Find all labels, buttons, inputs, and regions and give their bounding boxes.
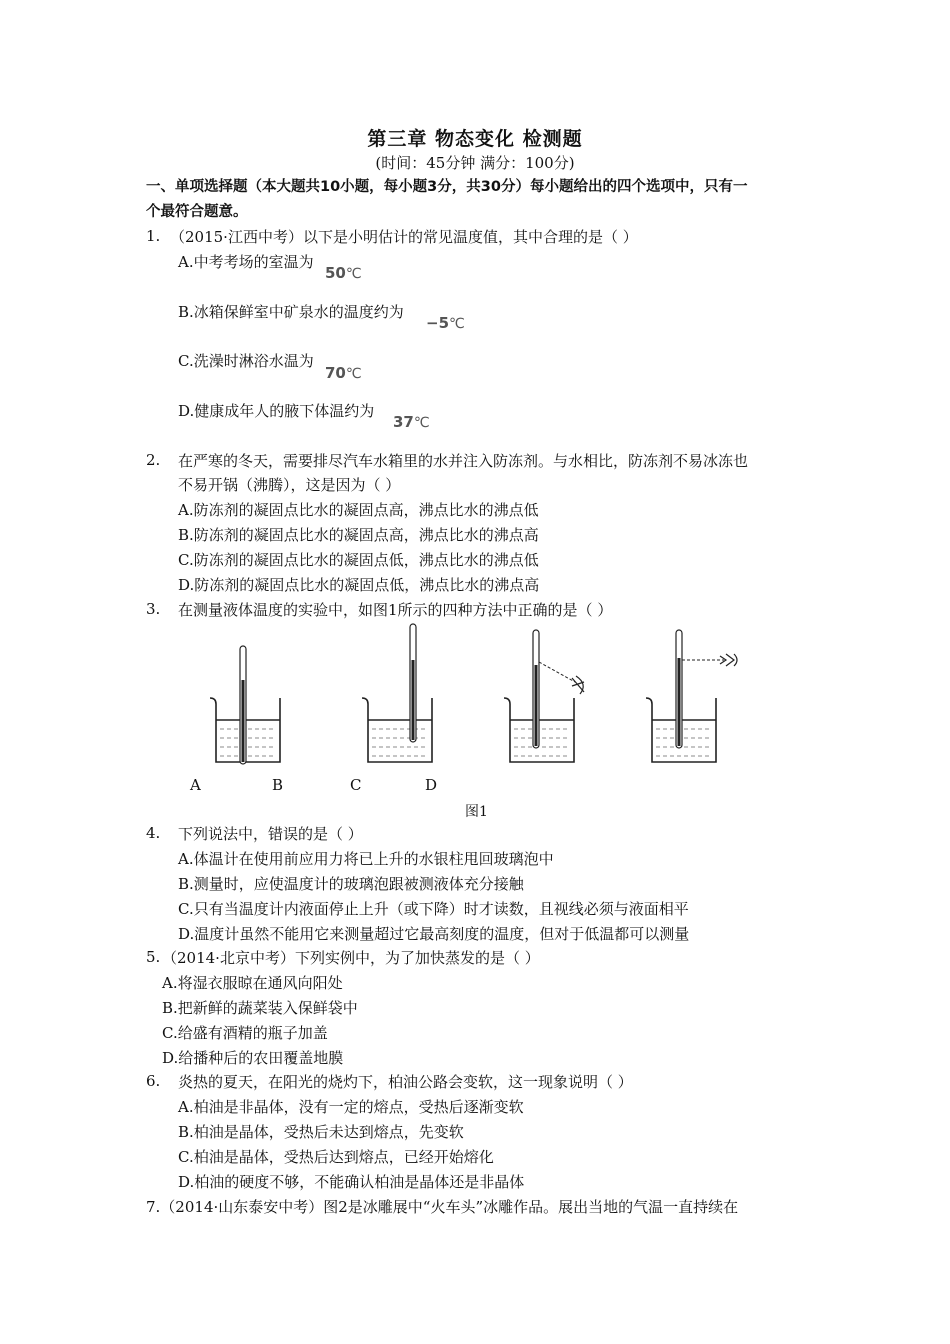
question-stem-line2: 不易开锅（沸腾），这是因为（ ） bbox=[178, 476, 401, 494]
question-stem: （2015·江西中考）以下是小明估计的常见温度值，其中合理的是（ ） bbox=[170, 228, 638, 246]
question-stem-line1: 在严寒的冬天，需要排尽汽车水箱里的水并注入防冻剂。与水相比，防冻剂不易冰冻也 bbox=[178, 452, 749, 470]
option-a: A.防冻剂的凝固点比水的凝固点高，沸点比水的沸点低 bbox=[178, 501, 539, 519]
thermometer-d bbox=[676, 630, 682, 748]
option-d: D.柏油的硬度不够，不能确认柏油是晶体还是非晶体 bbox=[178, 1173, 525, 1191]
eye-sightline-c bbox=[539, 662, 584, 694]
option-b: B.把新鲜的蔬菜装入保鲜袋中 bbox=[162, 999, 358, 1017]
option-a: A.将湿衣服晾在通风向阳处 bbox=[162, 974, 343, 992]
option-d: D.防冻剂的凝固点比水的凝固点低，沸点比水的沸点高 bbox=[178, 576, 540, 594]
question-stem: 炎热的夏天，在阳光的烧灼下，柏油公路会变软，这一现象说明（ ） bbox=[178, 1073, 633, 1091]
option-a: A.柏油是非晶体，没有一定的熔点，受热后逐渐变软 bbox=[178, 1098, 524, 1116]
temperature-value-d: 37℃ bbox=[393, 413, 430, 431]
section-heading-line2: 个最符合题意。 bbox=[146, 204, 248, 220]
option-d: D.温度计虽然不能用它来测量超过它最高刻度的温度，但对于低温都可以测量 bbox=[178, 925, 690, 943]
thermometer-b bbox=[410, 624, 416, 742]
option-a: A.体温计在使用前应用力将已上升的水银柱甩回玻璃泡中 bbox=[178, 850, 554, 868]
option-c: C.防冻剂的凝固点比水的凝固点低，沸点比水的沸点低 bbox=[178, 551, 539, 569]
question-number: 5. bbox=[146, 948, 161, 966]
question-number: 2. bbox=[146, 451, 161, 469]
temperature-value-c: 70℃ bbox=[325, 364, 362, 382]
eye-sightline-d bbox=[682, 654, 737, 666]
option-b: B.冰箱保鲜室中矿泉水的温度约为 bbox=[178, 303, 404, 321]
question-number: 4. bbox=[146, 824, 161, 842]
thermometer-c bbox=[533, 630, 539, 748]
option-c: C.洗澡时淋浴水温为 bbox=[178, 352, 314, 370]
question-stem: 在测量液体温度的实验中，如图1所示的四种方法中正确的是（ ） bbox=[178, 601, 613, 619]
option-c: C.只有当温度计内液面停止上升（或下降）时才读数，且视线必须与液面相平 bbox=[178, 900, 689, 918]
temperature-value-b: −5℃ bbox=[426, 314, 465, 332]
question-stem: （2014·北京中考）下列实例中，为了加快蒸发的是（ ） bbox=[162, 949, 540, 967]
question-number: 6. bbox=[146, 1072, 161, 1090]
figure-label-c: C bbox=[350, 776, 362, 794]
question-7-stem: 7.（2014·山东泰安中考）图2是冰雕展中“火车头”冰雕作品。展出当地的气温一直持续在 bbox=[146, 1198, 739, 1216]
option-b: B.测量时，应使温度计的玻璃泡跟被测液体充分接触 bbox=[178, 875, 524, 893]
section-heading-line1: 一、单项选择题（本大题共10小题，每小题3分，共30分）每小题给出的四个选项中，只有一 bbox=[146, 179, 748, 195]
option-a: A.中考考场的室温为 bbox=[178, 253, 314, 271]
page-subtitle: (时间：45分钟 满分：100分) bbox=[375, 154, 575, 172]
option-c: C.柏油是晶体，受热后达到熔点，已经开始熔化 bbox=[178, 1148, 494, 1166]
beaker-b bbox=[362, 698, 432, 762]
option-b: B.防冻剂的凝固点比水的凝固点高，沸点比水的沸点高 bbox=[178, 526, 539, 544]
figure-label-d: D bbox=[425, 776, 438, 794]
option-c: C.给盛有酒精的瓶子加盖 bbox=[162, 1024, 328, 1042]
figure-label-b: B bbox=[272, 776, 284, 794]
figure-1-thermometers bbox=[200, 620, 760, 770]
page-title: 第三章 物态变化 检测题 bbox=[367, 128, 583, 150]
question-number: 1. bbox=[146, 227, 161, 245]
figure-caption: 图1 bbox=[465, 804, 488, 820]
question-number: 3. bbox=[146, 600, 161, 618]
thermometer-a bbox=[240, 646, 246, 764]
figure-label-a: A bbox=[190, 776, 201, 794]
option-b: B.柏油是晶体，受热后未达到熔点，先变软 bbox=[178, 1123, 464, 1141]
option-d: D.给播种后的农田覆盖地膜 bbox=[162, 1049, 344, 1067]
option-d: D.健康成年人的腋下体温约为 bbox=[178, 402, 375, 420]
temperature-value-a: 50℃ bbox=[325, 264, 362, 282]
question-stem: 下列说法中，错误的是（ ） bbox=[178, 825, 363, 843]
